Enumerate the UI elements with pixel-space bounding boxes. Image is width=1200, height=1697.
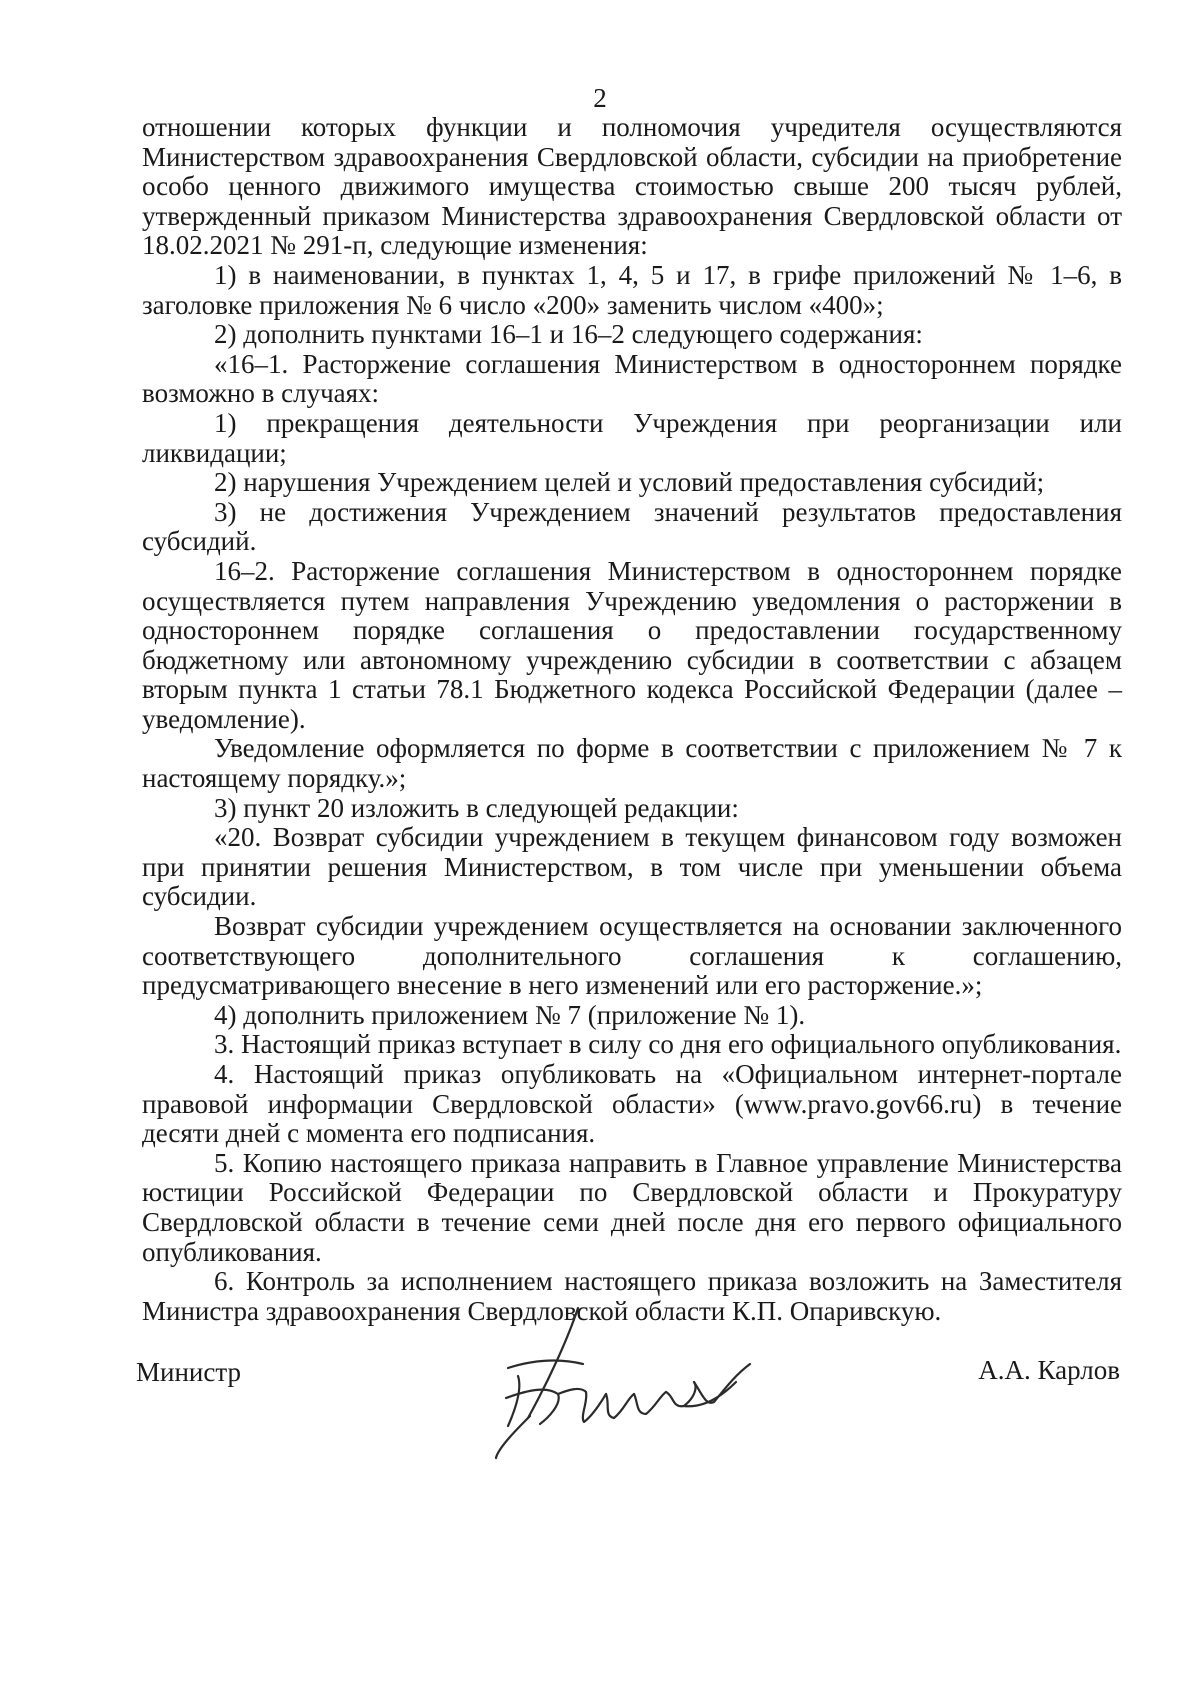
paragraph: 3. Настоящий приказ вступает в силу со дня его официального опубликования. bbox=[214, 1029, 1122, 1060]
paragraph: 2) нарушения Учреждением целей и условий предоставления субсидий; bbox=[214, 467, 1045, 498]
paragraph: 5. Копию настоящего приказа направить в Главное управление Министерства юстиции Российской Федерации по Свердловской области и Прокуратуру Свердловской области в течение семи дней после дня его первого официального опубликования. bbox=[142, 1147, 1122, 1267]
paragraph: 1) прекращения деятельности Учреждения при реорганизации или ликвидации; bbox=[142, 407, 1122, 468]
paragraph: «20. Возврат субсидии учреждением в текущем финансовом году возможен при принятии решения Министерством, в том числе при уменьшении объема субсидии. bbox=[142, 822, 1122, 912]
paragraph: 3) не достижения Учреждением значений результатов предоставления субсидий. bbox=[142, 496, 1122, 557]
paragraph: 2) дополнить пунктами 16–1 и 16–2 следующего содержания: bbox=[214, 319, 923, 350]
handwritten-signature-icon bbox=[488, 1298, 808, 1468]
paragraph: 16–2. Расторжение соглашения Министерством в одностороннем порядке осуществляется путем направления Учреждению уведомления о расторжении в одностороннем порядке соглашения о предоставлении государственному бюджетному или автономному учреждению субсидии в соответствии с абзацем вторым пункта 1 статьи 78.1 Бюджетного кодекса Российской Федерации (далее – уведомление). bbox=[142, 555, 1122, 734]
paragraph: отношении которых функции и полномочия учредителя осуществляются Министерством здравоохранения Свердловской области, субсидии на приобретение особо ценного движимого имущества стоимостью свыше 200 тысяч рублей, утвержденный приказом Министерства здравоохранения Свердловской области от 18.02.2021 № 291-п, следующие изменения: bbox=[142, 112, 1122, 261]
paragraph: «16–1. Расторжение соглашения Министерством в одностороннем порядке возможно в случаях: bbox=[142, 348, 1122, 409]
paragraph: 3) пункт 20 изложить в следующей редакции: bbox=[214, 792, 739, 823]
signature-block bbox=[0, 1310, 1200, 1430]
page-number: 2 bbox=[593, 83, 607, 113]
signer-title: Министр bbox=[136, 1357, 241, 1387]
paragraph: 4. Настоящий приказ опубликовать на «Официальном интернет-портале правовой информации Свердловской области» (www.pravo.gov66.ru) в течение десяти дней с момента его подписания. bbox=[142, 1059, 1122, 1149]
paragraph: 1) в наименовании, в пунктах 1, 4, 5 и 17, в грифе приложений № 1–6, в заголовке приложения № 6 число «200» заменить числом «400»; bbox=[142, 259, 1122, 320]
document-body bbox=[142, 113, 1122, 1326]
signer-name: А.А. Карлов bbox=[978, 1355, 1120, 1385]
paragraph: 4) дополнить приложением № 7 (приложение № 1). bbox=[214, 999, 806, 1030]
paragraph: Возврат субсидии учреждением осуществляется на основании заключенного соответствующего дополнительного соглашения к соглашению, предусматривающего внесение в него изменений или его расторжение.»; bbox=[142, 911, 1122, 1001]
paragraph: 6. Контроль за исполнением настоящего приказа возложить на Заместителя Министра здравоохранения Свердловской области К.П. Опаривскую. bbox=[142, 1266, 1122, 1326]
paragraph: Уведомление оформляется по форме в соответствии с приложением № 7 к настоящему порядку.»; bbox=[142, 733, 1122, 794]
